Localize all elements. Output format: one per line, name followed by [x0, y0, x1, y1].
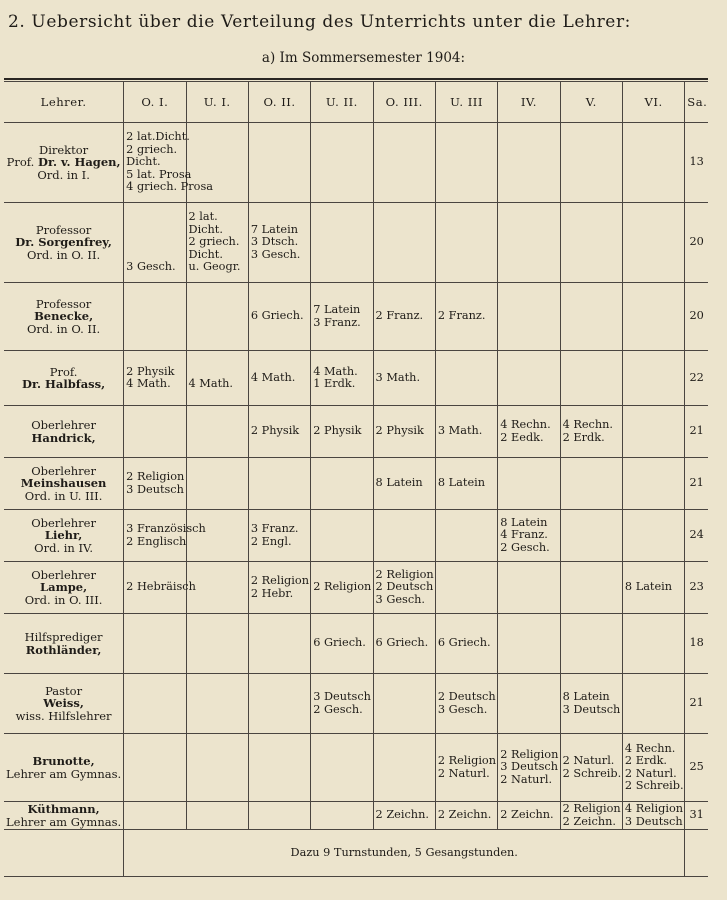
lesson-line: 3 Deutsch [624, 814, 683, 828]
teacher-title: Oberlehrer [31, 418, 96, 432]
hours-sum: 18 [685, 614, 708, 674]
lesson-line: Dicht. [126, 155, 161, 169]
lesson-line: 4 Rechn. [500, 418, 551, 431]
teacher-name: Dr. Halbfass, [22, 377, 106, 391]
hours-sum: 25 [685, 734, 708, 802]
header-class: O. III. [373, 82, 435, 123]
lesson-line: 4 Math. [250, 370, 296, 384]
lesson-cell [622, 203, 684, 283]
lesson-cell [622, 510, 684, 562]
hours-sum: 21 [685, 406, 708, 458]
lesson-cell [498, 351, 560, 406]
lesson-cell [560, 510, 622, 562]
lesson-cell [435, 458, 497, 510]
header-class: O. II. [248, 82, 310, 123]
lesson-cell [311, 734, 373, 802]
lesson-line: 2 Deutsch [437, 690, 496, 703]
lesson-cell [622, 406, 684, 458]
lesson-cell [248, 510, 310, 562]
lesson-cell [560, 283, 622, 351]
lesson-cell [498, 734, 560, 802]
lesson-line: 5 lat. Prosa [126, 167, 192, 181]
lesson-cell [373, 802, 435, 830]
lesson-line: 2 lat. [188, 210, 218, 224]
lesson-cell [622, 458, 684, 510]
lesson-cell [311, 510, 373, 562]
lesson-cell [560, 123, 622, 203]
teacher-cell [4, 283, 124, 351]
lesson-cell [311, 123, 373, 203]
teacher-title: Oberlehrer [31, 463, 96, 478]
lesson-line: 2 griech. [126, 142, 178, 156]
teacher-title: Pastor [45, 683, 83, 698]
lesson-line: 2 Physik [126, 364, 175, 378]
lesson-line: 2 Schreib. [562, 766, 622, 780]
lesson-cell [373, 123, 435, 203]
teacher-title: Professor [35, 296, 92, 311]
top-rule [4, 78, 708, 80]
teacher-cell [4, 802, 124, 830]
header-row [4, 82, 708, 123]
table-row [4, 351, 708, 406]
lesson-cell [560, 562, 622, 614]
lesson-line: 2 Zeichn. [437, 808, 492, 822]
teacher-cell [4, 734, 124, 802]
lesson-cell [311, 406, 373, 458]
lesson-cell [498, 510, 560, 562]
teacher-title: Oberlehrer [31, 567, 96, 582]
lesson-cell [373, 458, 435, 510]
lesson-line: 2 Physik [375, 424, 424, 438]
lesson-line: 2 Naturl. [562, 754, 615, 767]
teacher-role: Ord. in U. III. [24, 488, 103, 503]
teacher-cell [4, 351, 124, 406]
lesson-line: 3 Deutsch [313, 690, 371, 703]
lesson-cell [311, 458, 373, 510]
lesson-line: 2 Franz. [437, 309, 486, 323]
teacher-title: Direktor [38, 142, 89, 157]
lesson-cell [248, 283, 310, 351]
lesson-cell [248, 614, 310, 674]
lesson-line: 2 Deutsch [375, 580, 434, 594]
teacher-name: Küthmann, [27, 802, 100, 816]
lesson-line: 3 Franz. [313, 315, 361, 329]
table-row [4, 674, 708, 734]
lesson-cell [124, 674, 186, 734]
teacher-cell [4, 406, 124, 458]
lesson-line: 3 Franz. [250, 522, 299, 535]
lesson-cell [373, 674, 435, 734]
teacher-prefix: Prof. [6, 155, 38, 170]
lesson-cell [311, 283, 373, 351]
lesson-cell [311, 802, 373, 830]
lesson-line: 2 Erdk. [562, 430, 605, 444]
lesson-cell [124, 562, 196, 614]
lesson-cell [124, 734, 186, 802]
teacher-name: Dr. v. Hagen, [37, 155, 121, 170]
lesson-line: 6 Griech. [313, 636, 366, 650]
teacher-role: wiss. Hilfslehrer [15, 708, 112, 723]
lesson-line: 2 Religion [375, 567, 434, 581]
lesson-line: 2 Gesch. [500, 540, 550, 554]
lesson-cell [435, 351, 497, 406]
lesson-line: 4 Religion [624, 802, 684, 815]
teacher-name: Liehr, [44, 528, 83, 543]
lesson-cell [124, 406, 186, 458]
lesson-cell [622, 802, 684, 830]
lesson-cell [435, 123, 497, 203]
table-row [4, 802, 708, 830]
lesson-line: 2 Religion [313, 580, 372, 594]
lesson-cell [373, 203, 435, 283]
teacher-title: Oberlehrer [31, 515, 96, 530]
lesson-line: 3 Französisch [126, 522, 206, 535]
lesson-cell [560, 802, 622, 830]
lesson-line: 2 Hebräisch [126, 580, 196, 594]
hours-sum: 21 [685, 674, 708, 734]
lesson-cell [560, 351, 622, 406]
lesson-line: 3 Gesch. [250, 247, 301, 261]
teacher-name: Handrick, [31, 430, 96, 445]
lesson-line: 4 Math. [126, 377, 171, 390]
teacher-role: Lehrer am Gymnas. [6, 766, 122, 781]
lesson-cell [560, 406, 622, 458]
table-row [4, 458, 708, 510]
lesson-line: 2 Zeichn. [562, 814, 616, 828]
lesson-cell [186, 203, 248, 283]
lesson-cell [435, 510, 497, 562]
page-title: 2. Uebersicht über die Verteilung des Unterrichts unter die Lehrer: [8, 12, 632, 32]
lesson-line: 4 Franz. [500, 528, 548, 542]
lesson-cell [498, 406, 560, 458]
lesson-line: 2 Naturl. [437, 766, 490, 780]
lesson-cell [186, 674, 248, 734]
teacher-role: Ord. in O. II. [27, 321, 101, 336]
hours-sum: 31 [685, 802, 708, 830]
table-row [4, 734, 708, 802]
lesson-cell [124, 510, 206, 562]
teacher-cell [4, 203, 124, 283]
lesson-cell [124, 203, 186, 283]
lesson-cell [311, 562, 373, 614]
header-class: V. [560, 82, 622, 123]
lesson-line [126, 236, 183, 249]
lesson-cell [435, 406, 497, 458]
teacher-cell [4, 458, 124, 510]
lesson-line: 3 Dtsch. [250, 235, 299, 249]
lesson-cell [622, 562, 684, 614]
lesson-cell [248, 734, 310, 802]
lesson-cell [435, 674, 497, 734]
lesson-cell [248, 406, 310, 458]
teacher-name: Weiss, [43, 696, 84, 711]
lesson-cell [248, 351, 310, 406]
lesson-line: 2 lat.Dicht. [126, 130, 190, 144]
lesson-line: 8 Latein [375, 476, 423, 490]
lesson-cell [622, 123, 684, 203]
teacher-name: Lampe, [40, 580, 88, 595]
lesson-line: 3 Deutsch [126, 482, 184, 496]
lesson-cell [248, 674, 310, 734]
teacher-title: Prof. [49, 364, 78, 379]
lesson-cell [186, 802, 248, 830]
lesson-line: 3 Gesch. [126, 260, 176, 274]
lesson-line: 2 Naturl. [624, 766, 677, 780]
lesson-line: 3 Deutsch [562, 702, 621, 716]
lesson-line: 2 Physik [313, 424, 362, 438]
teacher-name: Meinshausen [20, 476, 107, 491]
lesson-line: 2 Eedk. [500, 430, 544, 444]
table-row [4, 510, 708, 562]
lesson-cell [560, 674, 622, 734]
lesson-cell [498, 562, 560, 614]
lesson-cell [186, 734, 248, 802]
lesson-line: 2 Naturl. [500, 772, 553, 786]
teacher-cell [4, 123, 124, 203]
header-class: U. III [435, 82, 497, 123]
lesson-line: 4 griech. Prosa [126, 180, 214, 194]
lesson-cell [373, 283, 435, 351]
teacher-cell [4, 562, 124, 614]
lesson-cell [498, 614, 560, 674]
teacher-cell [4, 614, 124, 674]
lesson-line: 4 Rechn. [562, 418, 614, 431]
teacher-cell [4, 674, 124, 734]
lesson-line: 2 Physik [250, 424, 300, 438]
teaching-distribution-table [4, 81, 708, 877]
header-class: IV. [498, 82, 560, 123]
table-row [4, 283, 708, 351]
lesson-cell [373, 406, 435, 458]
lesson-cell [248, 203, 310, 283]
hours-sum: 20 [685, 203, 708, 283]
lesson-cell [622, 614, 684, 674]
hours-sum: 20 [685, 283, 708, 351]
lesson-cell [124, 458, 186, 510]
lesson-line: 3 Gesch. [375, 592, 426, 606]
lesson-line: 6 Griech. [250, 309, 304, 323]
lesson-cell [124, 351, 186, 406]
lesson-line: 2 Franz. [375, 309, 424, 323]
lesson-line: 2 Hebr. [250, 586, 294, 600]
lesson-line: 8 Latein [437, 476, 486, 490]
lesson-line: 2 Religion [562, 802, 621, 815]
footer-spacer [4, 830, 124, 877]
lesson-cell [373, 510, 435, 562]
lesson-line: 6 Griech. [437, 636, 491, 650]
hours-sum: 23 [685, 562, 708, 614]
lesson-cell [622, 283, 684, 351]
header-sum: Sa. [685, 82, 708, 123]
lesson-cell [124, 614, 186, 674]
lesson-line: 2 Engl. [250, 534, 292, 548]
lesson-cell [435, 802, 497, 830]
teacher-role: Ord. in O. II. [27, 247, 101, 262]
teacher-cell [4, 510, 124, 562]
lesson-cell [435, 562, 497, 614]
teacher-name: Brunotte, [32, 754, 95, 768]
teacher-role: Ord. in O. III. [24, 592, 103, 607]
hours-sum: 22 [685, 351, 708, 406]
lesson-cell [560, 734, 622, 802]
table-row [4, 562, 708, 614]
header-class: U. I. [186, 82, 248, 123]
lesson-line: 6 Griech. [375, 636, 429, 650]
lesson-line: 3 Math. [375, 370, 421, 384]
lesson-cell [498, 458, 560, 510]
footer-row [4, 830, 708, 877]
lesson-cell [622, 351, 684, 406]
lesson-cell [248, 802, 310, 830]
semester-subtitle: a) Im Sommersemester 1904: [261, 50, 466, 66]
lesson-line: Dicht. [188, 247, 223, 261]
header-class: VI. [622, 82, 684, 123]
lesson-line: 3 Gesch. [437, 702, 488, 716]
lesson-cell [498, 123, 560, 203]
lesson-line: 2 griech. [188, 235, 240, 249]
lesson-cell [248, 123, 310, 203]
hours-sum: 21 [685, 458, 708, 510]
lesson-cell [560, 458, 622, 510]
lesson-cell [373, 614, 435, 674]
lesson-line: u. Geogr. [188, 260, 241, 274]
teacher-name: Benecke, [34, 309, 94, 324]
lesson-cell [435, 614, 497, 674]
lesson-line: 7 Latein [313, 303, 361, 316]
lesson-cell [498, 283, 560, 351]
footer-spacer [685, 830, 708, 877]
lesson-cell [560, 614, 622, 674]
teacher-role: Ord. in IV. [34, 540, 93, 555]
lesson-line: 8 Latein [562, 690, 610, 703]
lesson-line: 2 Englisch [126, 534, 187, 548]
lesson-line: 4 Math. [188, 377, 234, 390]
lesson-cell [124, 123, 214, 203]
lesson-cell [186, 458, 248, 510]
lesson-cell [311, 203, 373, 283]
lesson-cell [622, 734, 684, 802]
teacher-title: Hilfsprediger [24, 630, 103, 644]
lesson-cell [186, 614, 248, 674]
teacher-name: Rothländer, [25, 642, 102, 657]
lesson-line: Dicht. [188, 222, 223, 236]
lesson-cell [373, 734, 435, 802]
teacher-role: Ord. in I. [37, 167, 90, 182]
lesson-cell [560, 203, 622, 283]
lesson-cell [248, 458, 310, 510]
lesson-line: 2 Religion [250, 574, 309, 587]
lesson-cell [373, 351, 435, 406]
teacher-role: Lehrer am Gymnas. [6, 814, 122, 829]
lesson-cell [498, 674, 560, 734]
lesson-cell [124, 802, 186, 830]
lesson-line: 3 Math. [437, 424, 483, 438]
lesson-cell [622, 674, 684, 734]
lesson-line: 2 Schreib. [624, 779, 684, 792]
lesson-cell [311, 351, 373, 406]
lesson-line [126, 224, 183, 237]
header-teacher: Lehrer. [4, 82, 124, 123]
lesson-cell [248, 562, 310, 614]
lesson-cell [311, 614, 373, 674]
lesson-cell [373, 562, 435, 614]
lesson-cell [498, 203, 560, 283]
table-row [4, 406, 708, 458]
lesson-line: 7 Latein [250, 222, 298, 236]
table-row [4, 203, 708, 283]
teacher-name: Dr. Sorgenfrey, [15, 235, 112, 250]
header-class: O. I. [124, 82, 186, 123]
table-row [4, 123, 708, 203]
header-class: U. II. [311, 82, 373, 123]
lesson-line: 2 Erdk. [624, 754, 668, 767]
lesson-line: 2 Zeichn. [375, 808, 429, 822]
lesson-cell [186, 351, 248, 406]
lesson-cell [311, 674, 373, 734]
lesson-cell [435, 734, 497, 802]
hours-sum: 24 [685, 510, 708, 562]
footer-note: Dazu 9 Turnstunden, 5 Gesangstunden. [124, 830, 685, 877]
teacher-title: Professor [35, 222, 92, 237]
lesson-cell [435, 283, 497, 351]
table-row [4, 614, 708, 674]
hours-sum: 13 [685, 123, 708, 203]
lesson-line: 2 Religion [500, 747, 559, 761]
lesson-cell [498, 802, 560, 830]
lesson-cell [186, 510, 248, 562]
lesson-line: 2 Religion [437, 754, 497, 767]
lesson-line: 8 Latein [500, 515, 548, 529]
lesson-line: 4 Rechn. [624, 741, 676, 755]
lesson-cell [186, 283, 248, 351]
lesson-line: 2 Zeichn. [500, 808, 554, 822]
lesson-line: 2 Gesch. [313, 702, 363, 716]
lesson-line: 8 Latein [624, 580, 673, 594]
lesson-cell [124, 283, 186, 351]
lesson-line: 4 Math. [313, 364, 358, 378]
lesson-line: 3 Deutsch [500, 760, 558, 774]
lesson-line: 1 Erdk. [313, 377, 356, 390]
lesson-line [126, 211, 183, 224]
lesson-cell [435, 203, 497, 283]
lesson-line: 2 Religion [126, 470, 185, 483]
lesson-cell [186, 406, 248, 458]
